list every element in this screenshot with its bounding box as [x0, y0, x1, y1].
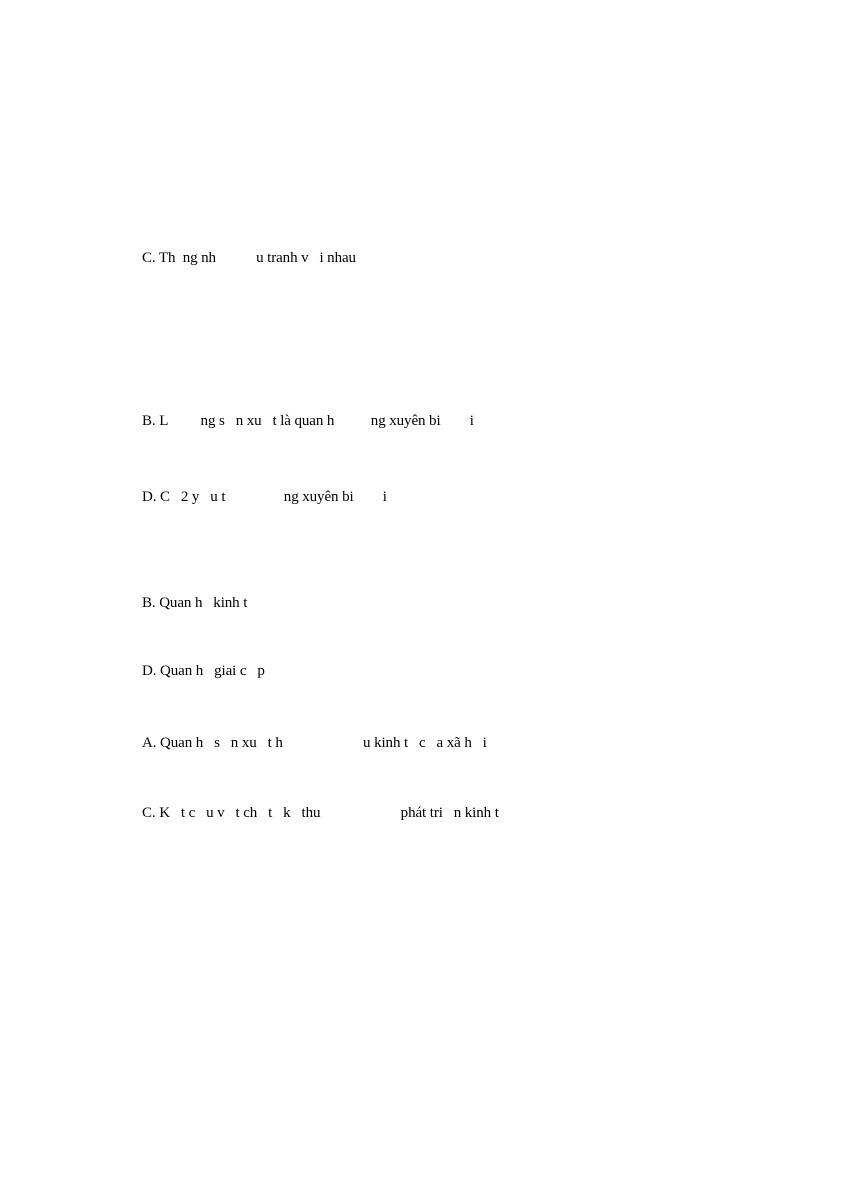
answer-option-b-labor-production: B. L ng s n xu t là quan h ng xuyên bi i — [142, 413, 474, 429]
answer-option-a-production-relations: A. Quan h s n xu t h u kinh t c a xã h i — [142, 735, 487, 751]
answer-option-b-economic-relations: B. Quan h kinh t — [142, 595, 248, 611]
answer-option-d-both-factors: D. C 2 y u t ng xuyên bi i — [142, 489, 387, 505]
answer-option-c-material-technical-base: C. K t c u v t ch t k thu phát tri n kinh t — [142, 805, 499, 821]
answer-option-d-class-relations: D. Quan h giai c p — [142, 663, 265, 679]
answer-option-c-unity-struggle: C. Th ng nh u tranh v i nhau — [142, 250, 356, 266]
